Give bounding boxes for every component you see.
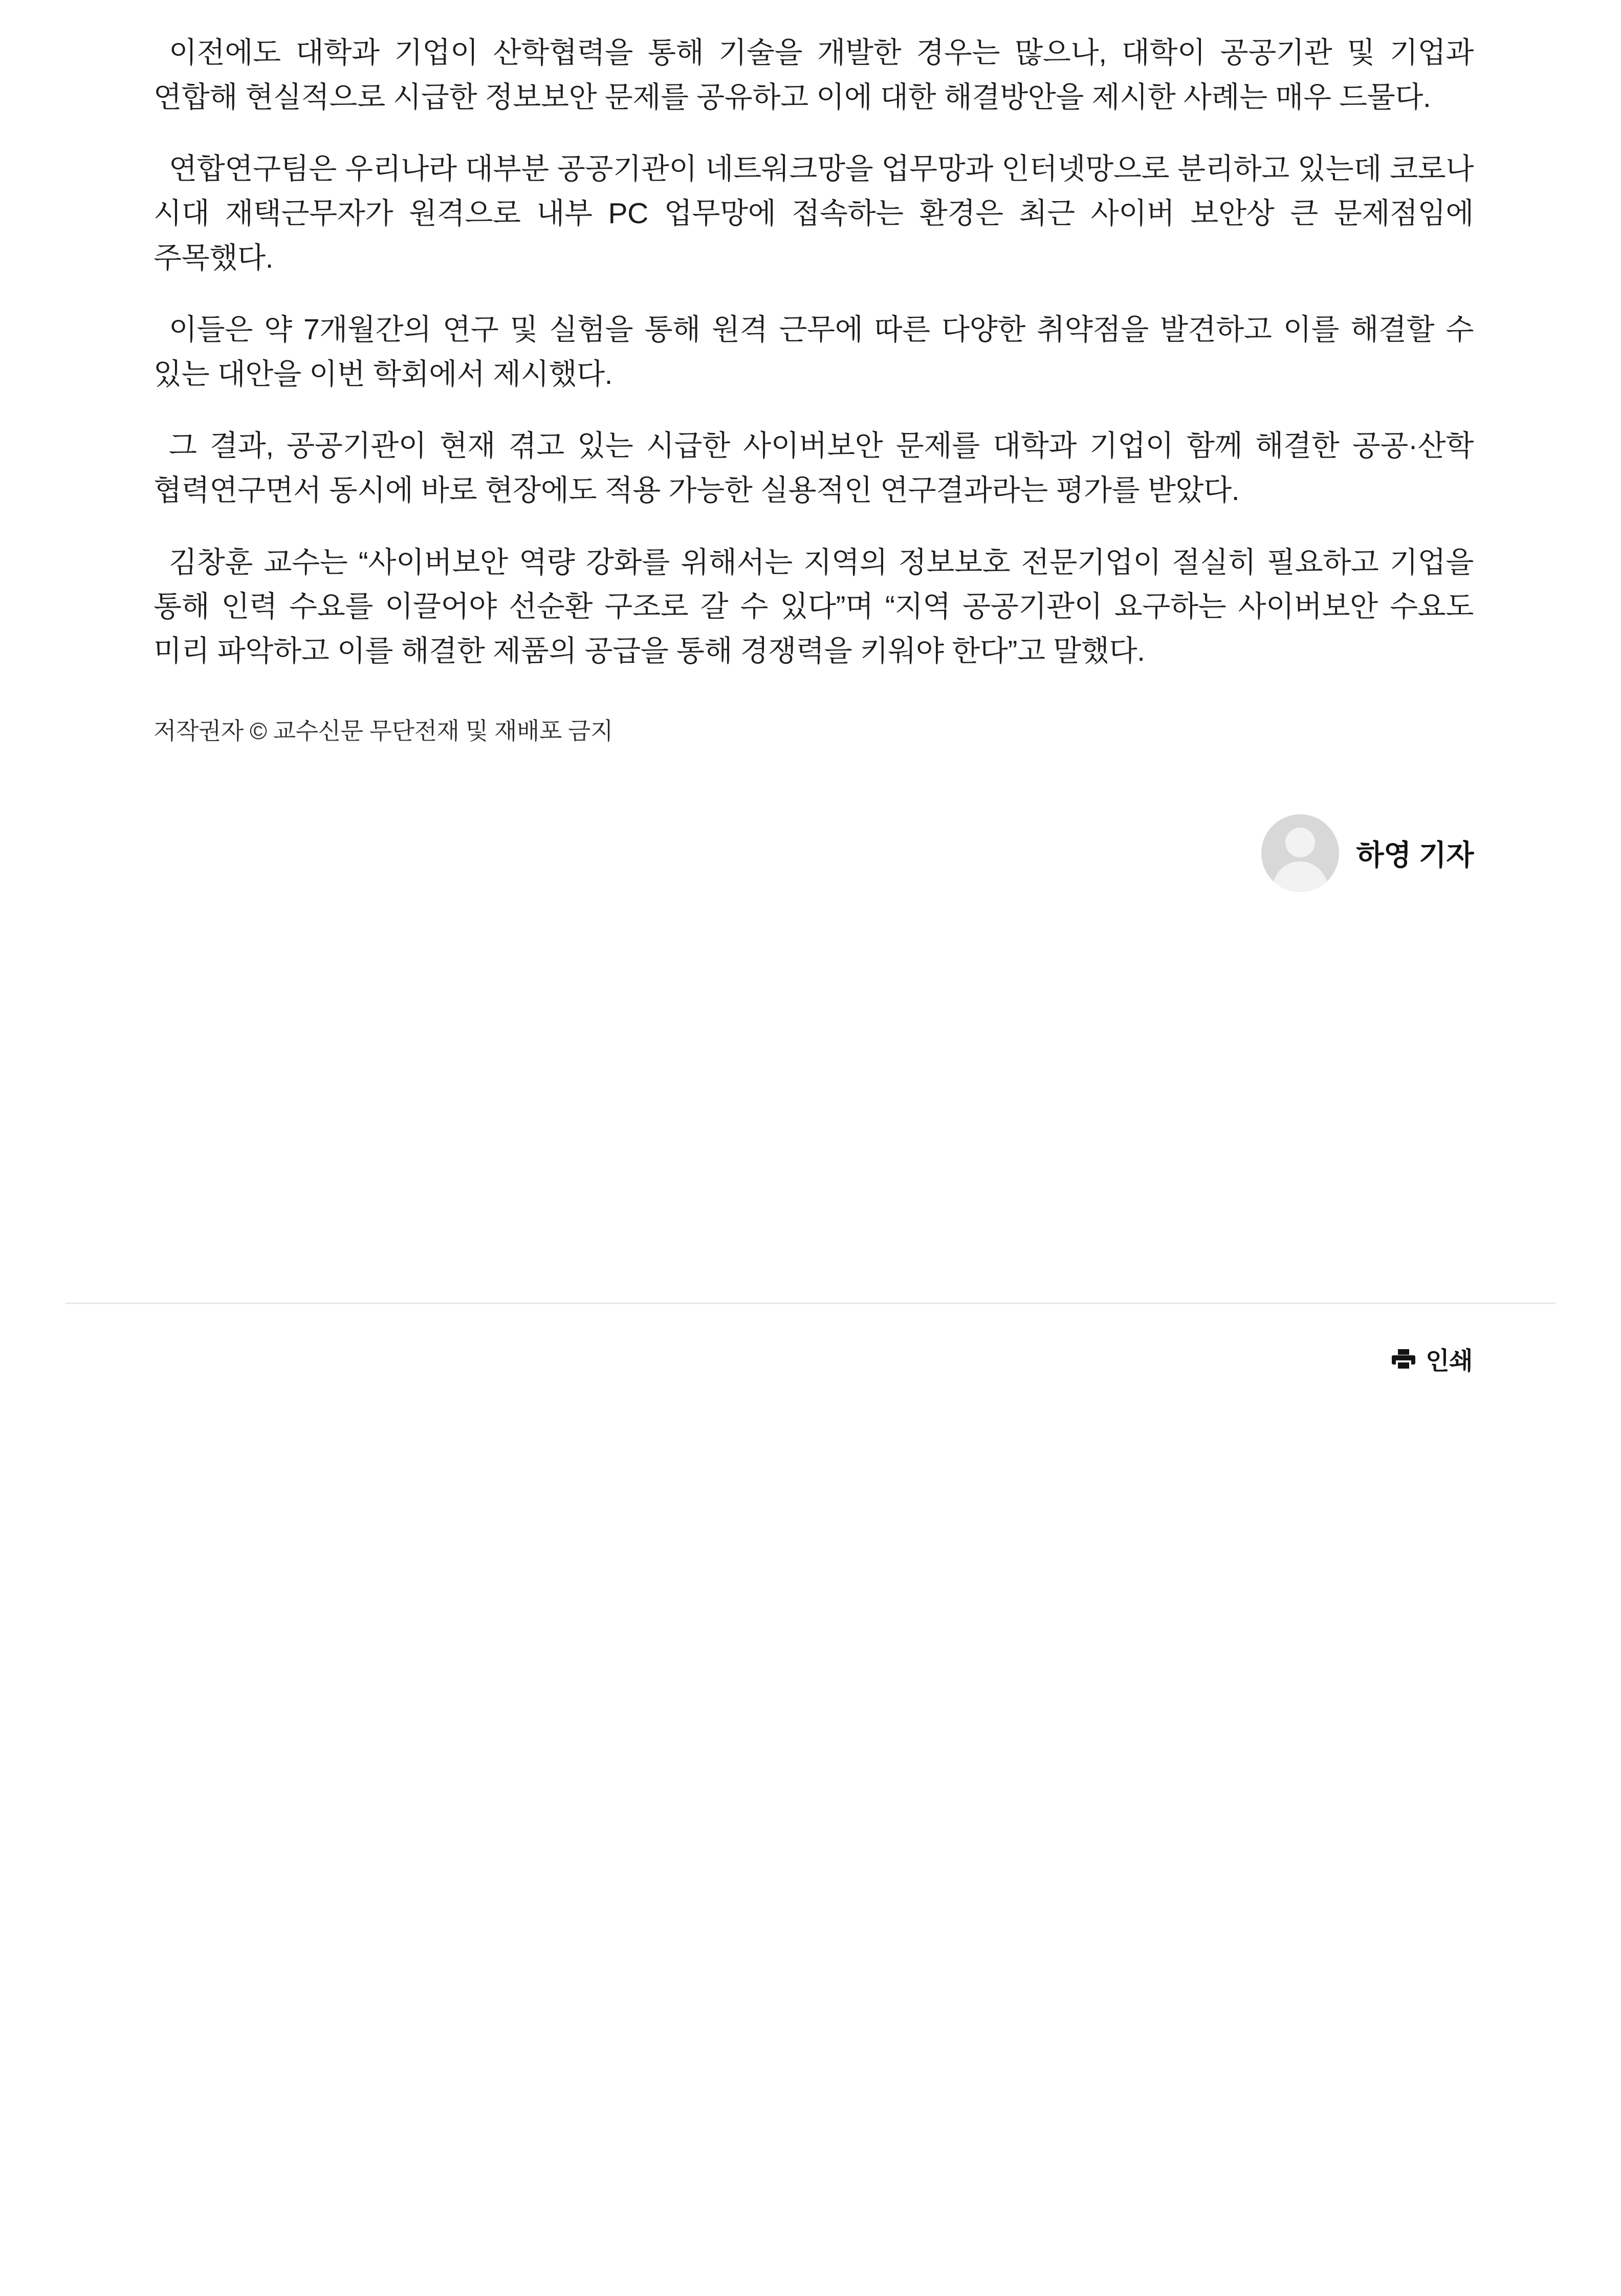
footer-divider [65, 1303, 1556, 1304]
byline [154, 814, 1474, 892]
article-paragraph: 이들은 약 7개월간의 연구 및 실험을 통해 원격 근무에 따른 다양한 취약점을 발견하고 이를 해결할 수 있는 대안을 이번 학회에서 제시했다. [154, 313, 1474, 391]
print-button[interactable] [1392, 1341, 1473, 1376]
user-avatar-icon [1261, 814, 1339, 892]
avatar-body [1273, 861, 1328, 892]
print-label: 인쇄 [1426, 1348, 1473, 1375]
avatar-head [1285, 828, 1315, 857]
article-body [154, 31, 1474, 892]
article-paragraph: 연합연구팀은 우리나라 대부분 공공기관이 네트워크망을 업무망과 인터넷망으로 분리하고 있는데 코로나 시대 재택근무자가 원격으로 내부 PC 업무망에 접속하는 환경은 최근 사이버 보안상 큰 문제점임에 주목했다. [154, 153, 1474, 274]
copyright-notice: 저작권자 © 교수신문 무단전재 및 재배포 금지 [154, 717, 613, 744]
article-paragraph: 김창훈 교수는 “사이버보안 역량 강화를 위해서는 지역의 정보보호 전문기업이 절실히 필요하고 기업을 통해 인력 수요를 이끌어야 선순환 구조로 갈 수 있다”며 “지역 공공기관이 요구하는 사이버보안 수요도 미리 파악하고 이를 해결한 제품의 공급을 통해 경쟁력을 키워야 한다”고 말했다. [154, 546, 1474, 667]
reporter-name: 하영 기자 [1356, 838, 1474, 871]
article-paragraph: 이전에도 대학과 기업이 산학협력을 통해 기술을 개발한 경우는 많으나, 대학이 공공기관 및 기업과 연합해 현실적으로 시급한 정보보안 문제를 공유하고 이에 대한 해결방안을 제시한 사례는 매우 드물다. [154, 36, 1474, 114]
printer-icon [1392, 1349, 1415, 1369]
article-paragraph: 그 결과, 공공기관이 현재 겪고 있는 시급한 사이버보안 문제를 대학과 기업이 함께 해결한 공공·산학 협력연구면서 동시에 바로 현장에도 적용 가능한 실용적인 연구결과라는 평가를 받았다. [154, 429, 1474, 507]
